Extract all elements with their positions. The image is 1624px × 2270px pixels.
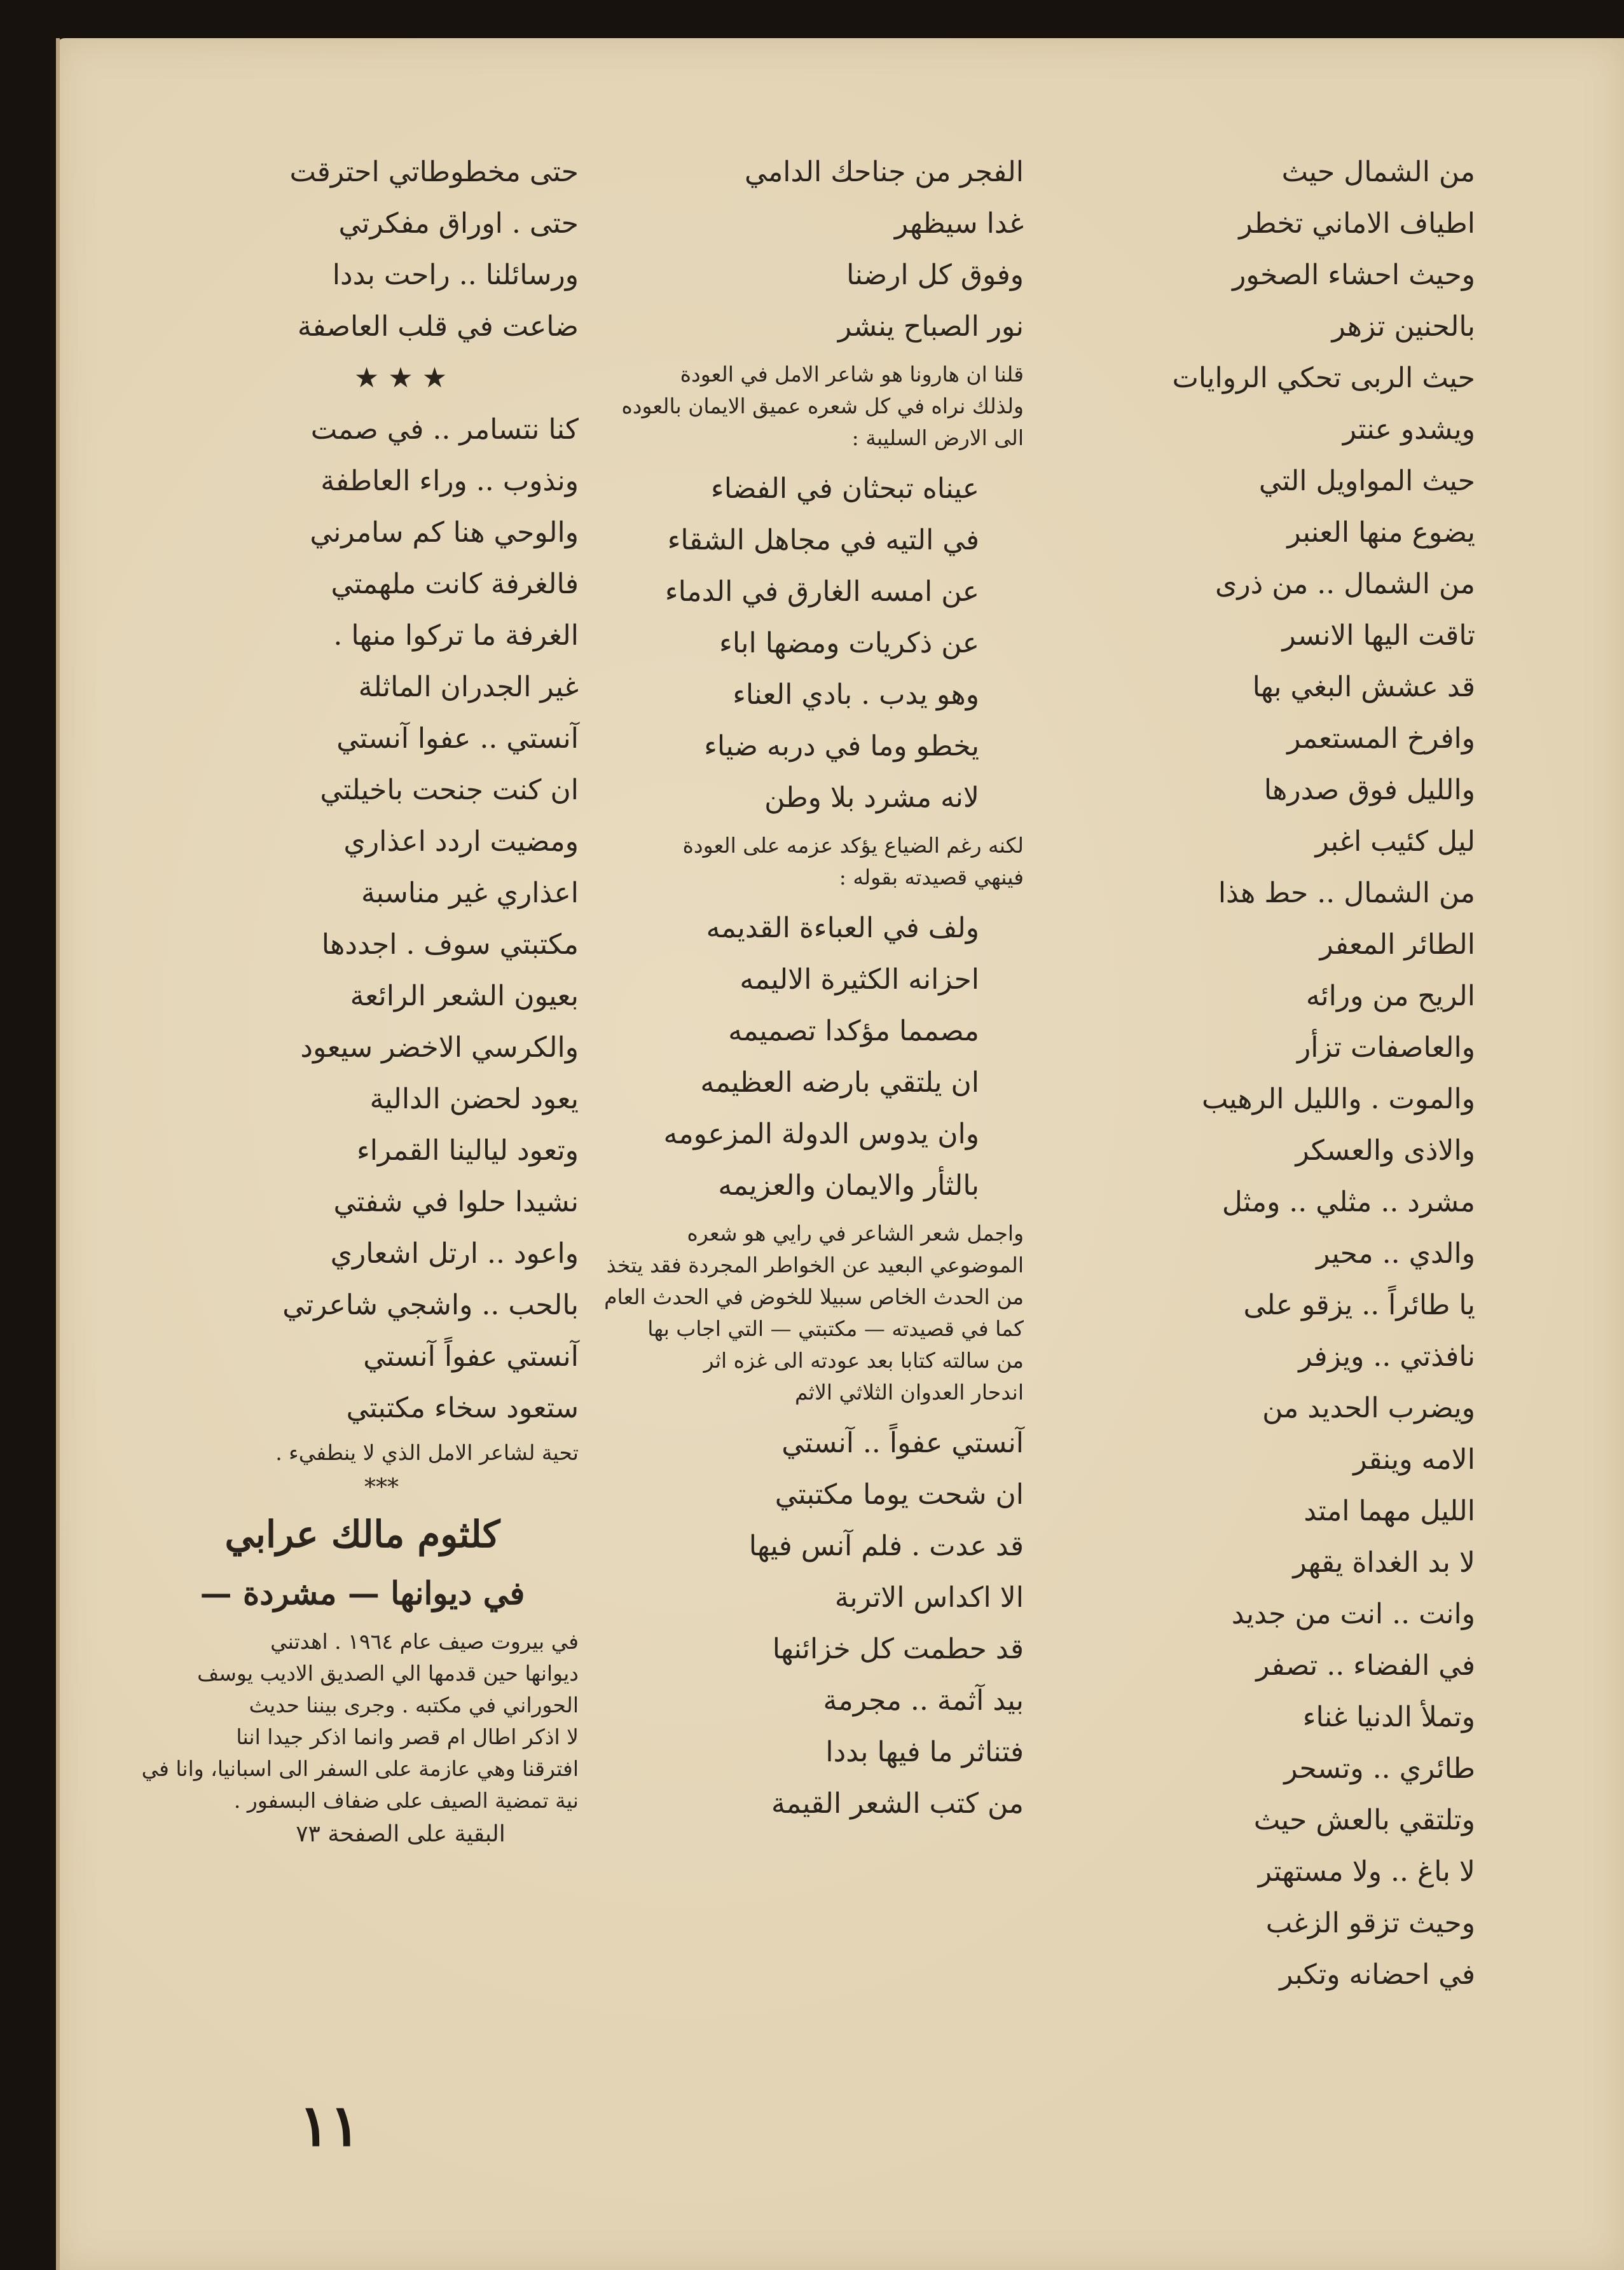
verse-line: مكتبتي سوف . اجددها: [321, 928, 579, 961]
verse-line: الامه وينقر: [1353, 1443, 1475, 1476]
verse-line: فتناثر ما فيها بددا: [825, 1736, 1024, 1768]
verse-line: ستعود سخاء مكتبتي: [346, 1392, 579, 1424]
verse-line: الريح من ورائه: [1305, 980, 1475, 1012]
verse-line: مشرد .. مثلي .. ومثل: [1221, 1186, 1475, 1218]
verse-line: غير الجدران الماثلة: [358, 671, 579, 703]
verse-line: حيث المواويل التي: [1258, 465, 1475, 497]
verse-line: الا اكداس الاتربة: [834, 1581, 1024, 1614]
intro-paragraph-line: نية تمضية الصيف على ضفاف البسفور .: [233, 1788, 579, 1813]
verse-line: والموت . والليل الرهيب: [1201, 1083, 1475, 1115]
column-right: [1043, 146, 1475, 2000]
verse-line: الغرفة ما تركوا منها .: [333, 619, 579, 652]
verse-line: اعذاري غير مناسبة: [361, 877, 579, 909]
verse-line: احزانه الكثيرة الاليمه: [740, 963, 979, 996]
verse-line: وحيث احشاء الصخور: [1232, 259, 1475, 291]
verse-line: قد عدت . فلم آنس فيها: [748, 1530, 1024, 1562]
verse-line: عيناه تبحثان في الفضاء: [711, 472, 979, 505]
verse-line: وتملأ الدنيا غناء: [1302, 1701, 1475, 1733]
verse-line: بالحنين تزهر: [1332, 310, 1475, 343]
commentary-line: الى الارض السليبة :: [851, 425, 1024, 450]
commentary-line: اندحار العدوان الثلاثي الاثم: [794, 1380, 1024, 1405]
column-middle: [591, 146, 1024, 1829]
verse-line: ويضرب الحديد من: [1262, 1392, 1475, 1424]
verse-line: من الشمال .. حط هذا: [1218, 877, 1475, 909]
verse-line: حتى . اوراق مفكرتي: [338, 207, 579, 240]
verse-line: في التيه في مجاهل الشقاء: [667, 524, 979, 556]
verse-line: يضوع منها العنبر: [1287, 516, 1475, 549]
commentary-line: قلنا ان هارونا هو شاعر الامل في العودة: [680, 362, 1024, 387]
verse-line: حيث الربى تحكي الروايات: [1172, 362, 1475, 394]
verse-line: يعود لحضن الدالية: [369, 1083, 579, 1115]
verse-line: والدي .. محير: [1316, 1237, 1475, 1270]
verse-line: ان كنت جنحت باخيلتي: [320, 774, 579, 806]
verse-line: اطياف الاماني تخطر: [1239, 207, 1475, 240]
verse-line: بعيون الشعر الرائعة: [350, 980, 579, 1012]
verse-line: مصمما مؤكدا تصميمه: [728, 1015, 979, 1047]
verse-line: وافرخ المستعمر: [1287, 722, 1475, 755]
verse-line: ليل كئيب اغبر: [1315, 825, 1475, 858]
verse-line: آنستي عفواً آنستي: [363, 1340, 579, 1373]
verse-line: آنستي عفواً .. آنستي: [781, 1427, 1024, 1459]
verse-line: طائري .. وتسحر: [1284, 1752, 1475, 1785]
intro-paragraph-line: افترقنا وهي عازمة على السفر الى اسبانيا، وانا في: [141, 1756, 579, 1781]
verse-line: والعاصفات تزأر: [1297, 1031, 1475, 1064]
commentary-line: فينهي قصيدته بقوله :: [839, 865, 1024, 890]
verse-line: ضاعت في قلب العاصفة: [297, 310, 579, 343]
verse-line: واعود .. ارتل اشعاري: [330, 1237, 579, 1270]
verse-line: ويشدو عنتر: [1342, 413, 1475, 446]
verse-line: بالثأر والايمان والعزيمه: [718, 1169, 979, 1202]
dedication-line: تحية لشاعر الامل الذي لا ينطفيء .: [275, 1440, 579, 1465]
verse-line: وان يدوس الدولة المزعومه: [663, 1118, 979, 1150]
verse-line: والليل فوق صدرها: [1263, 774, 1475, 806]
verse-line: نور الصباح ينشر: [837, 310, 1024, 343]
verse-line: حتى مخطوطاتي احترقت: [289, 156, 579, 188]
verse-line: قد عشش البغي بها: [1252, 671, 1475, 703]
verse-line: نافذتي .. ويزفر: [1298, 1340, 1475, 1373]
verse-line: عن ذكريات ومضها اباء: [719, 627, 979, 659]
column-left: [141, 146, 579, 1852]
verse-line: وتلتقي بالعش حيث: [1253, 1804, 1475, 1836]
verse-line: ان شحت يوما مكتبتي: [774, 1478, 1024, 1511]
verse-line: والكرسي الاخضر سيعود: [300, 1031, 579, 1064]
verse-line: الليل مهما امتد: [1304, 1495, 1475, 1527]
verse-line: في الفضاء .. تصفر: [1256, 1649, 1475, 1682]
intro-paragraph-line: في بيروت صيف عام ١٩٦٤ . اهدتني: [270, 1629, 579, 1654]
verse-line: وفوق كل ارضنا: [846, 259, 1024, 291]
verse-line: والوحي هنا كم سامرني: [310, 516, 579, 549]
verse-line: آنستي .. عفوا آنستي: [336, 722, 579, 755]
verse-line: بالحب .. واشجي شاعرتي: [282, 1289, 579, 1321]
commentary-line: من سالته كتابا بعد عودته الى غزه اثر: [703, 1348, 1024, 1373]
commentary-line: كما في قصيدته — مكتبتي — التي اجاب بها: [647, 1316, 1024, 1341]
verse-line: غدا سيظهر: [894, 207, 1024, 240]
verse-line: من الشمال حيث: [1281, 156, 1475, 188]
commentary-line: الموضوعي البعيد عن الخواطر المجردة فقد يتخذ: [606, 1253, 1024, 1277]
verse-line: ونذوب .. وراء العاطفة: [320, 465, 579, 497]
verse-line: بيد آثمة .. مجرمة: [823, 1684, 1024, 1717]
collection-heading: في ديوانها — مشردة —: [200, 1574, 525, 1612]
verse-line: في احضانه وتكبر: [1279, 1958, 1475, 1991]
section-divider-stars: ★ ★ ★: [354, 362, 448, 394]
verse-line: وهو يدب . بادي العناء: [733, 678, 979, 711]
verse-line: ان يلتقي بارضه العظيمه: [700, 1066, 979, 1099]
commentary-line: واجمل شعر الشاعر في رايي هو شعره: [687, 1221, 1024, 1246]
verse-line: والاذى والعسكر: [1295, 1134, 1475, 1167]
verse-line: يا طائراً .. يزقو على: [1243, 1289, 1475, 1321]
commentary-line: لكنه رغم الضياع يؤكد عزمه على العودة: [682, 833, 1024, 858]
verse-line: عن امسه الغارق في الدماء: [664, 575, 979, 608]
commentary-line: من الحدث الخاص سبيلا للخوض في الحدث العام: [604, 1284, 1024, 1309]
page-edge: [56, 38, 60, 2270]
verse-line: فالغرفة كانت ملهمتي: [331, 568, 579, 600]
verse-line: كنا نتسامر .. في صمت: [310, 413, 579, 446]
section-divider-stars-small: ***: [364, 1475, 399, 1501]
verse-line: نشيدا حلوا في شفتي: [333, 1186, 579, 1218]
verse-line: لا باغ .. ولا مستهتر: [1258, 1855, 1475, 1888]
verse-line: الطائر المعفر: [1319, 928, 1475, 961]
verse-line: قد حطمت كل خزائنها: [772, 1633, 1024, 1665]
verse-line: من كتب الشعر القيمة: [771, 1787, 1024, 1820]
verse-line: وتعود ليالينا القمراء: [357, 1134, 579, 1167]
verse-line: تاقت اليها الانسر: [1282, 619, 1475, 652]
commentary-line: ولذلك نراه في كل شعره عميق الايمان بالعوده: [621, 394, 1024, 418]
continued-note: البقية على الصفحة ٧٣: [296, 1821, 506, 1847]
intro-paragraph-line: الحوراني في مكتبه . وجرى بيننا حديث: [249, 1693, 579, 1717]
verse-line: لانه مشرد بلا وطن: [764, 781, 979, 814]
verse-line: الفجر من جناحك الدامي: [745, 156, 1024, 188]
intro-paragraph-line: لا اذكر اطال ام قصر وانما اذكر جيدا اننا: [236, 1724, 579, 1749]
intro-paragraph-line: ديوانها حين قدمها الي الصديق الاديب يوسف: [197, 1661, 579, 1686]
page-number: ١١: [299, 2092, 361, 2159]
verse-line: وانت .. انت من جديد: [1231, 1598, 1475, 1630]
verse-line: ولف في العباءة القديمه: [706, 912, 979, 944]
verse-line: ومضيت اردد اعذاري: [343, 825, 579, 858]
verse-line: لا بد الغداة يقهر: [1293, 1546, 1475, 1579]
verse-line: من الشمال .. من ذرى: [1215, 568, 1475, 600]
verse-line: وحيث تزقو الزغب: [1265, 1907, 1475, 1939]
author-heading: كلثوم مالك عرابي: [224, 1513, 500, 1556]
verse-line: ورسائلنا .. راحت بددا: [332, 259, 579, 291]
verse-line: يخطو وما في دربه ضياء: [704, 730, 979, 762]
